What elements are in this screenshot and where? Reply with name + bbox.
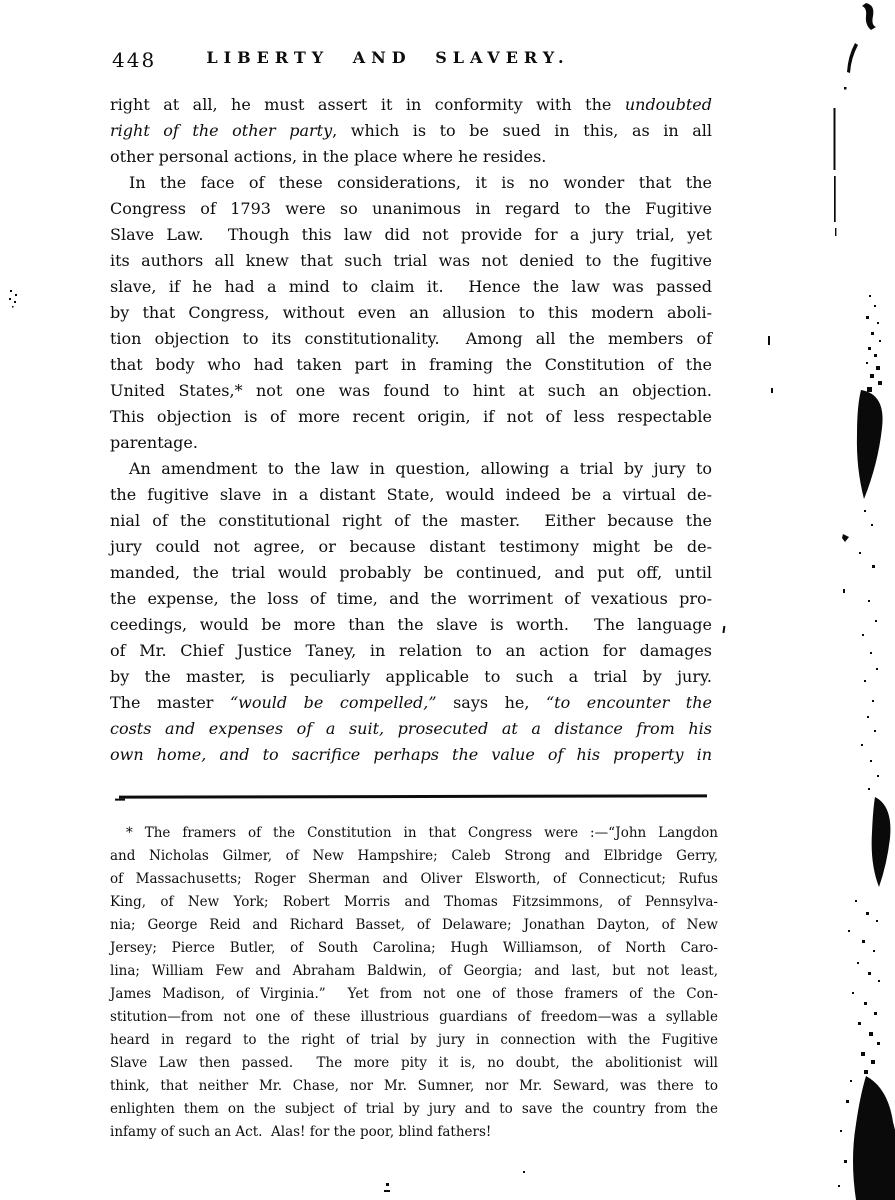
text-line — [110, 914, 718, 937]
text-segment: , which is to be sued in this, as in all — [332, 121, 713, 140]
text-line — [110, 716, 712, 742]
text-line — [110, 1121, 718, 1144]
body-text — [110, 92, 712, 768]
paragraph — [110, 456, 712, 768]
text-line — [110, 822, 718, 845]
text-line — [110, 1075, 718, 1098]
text-segment: Slave Law then passed. The more pity it is, no doubt, the abolitionist will — [110, 1055, 718, 1071]
text-segment: slave, if he had a mind to claim it. Hence the law was passed — [110, 277, 712, 296]
text-segment: jury could not agree, or because distant testimony might be de- — [110, 537, 712, 556]
text-segment: * The framers of the Constitution in that Congress were :—“John Langdon — [126, 825, 718, 841]
text-line — [110, 378, 712, 404]
text-segment: King, of New York; Robert Morris and Thomas Fitzsimmons, of Pennsylva- — [110, 894, 718, 910]
text-line — [110, 118, 712, 144]
text-segment: of Massachusetts; Roger Sherman and Oliver Elsworth, of Connecticut; Rufus — [110, 871, 718, 887]
text-segment: the expense, the loss of time, and the worriment of vexatious pro- — [110, 589, 712, 608]
italic-text: “to encounter the — [545, 693, 712, 712]
text-segment: Jersey; Pierce Butler, of South Carolina; Hugh Williamson, of North Caro- — [110, 940, 718, 956]
text-line — [110, 1006, 718, 1029]
page-number: 448 — [112, 48, 157, 72]
text-line — [110, 274, 712, 300]
text-segment: infamy of such an Act. Alas! for the poor, blind fathers! — [110, 1124, 492, 1140]
italic-text: right of the other party — [110, 121, 333, 140]
paragraph — [110, 170, 712, 456]
text-line — [110, 196, 712, 222]
text-segment: nial of the constitutional right of the master. Either because the — [110, 511, 712, 530]
text-line — [110, 534, 712, 560]
text-line — [110, 456, 712, 482]
text-line — [110, 937, 718, 960]
text-line — [110, 845, 718, 868]
text-line — [110, 1052, 718, 1075]
text-line — [110, 508, 712, 534]
text-segment: by the master, is peculiarly applicable to such a trial by jury. — [110, 667, 712, 686]
text-segment: of Mr. Chief Justice Taney, in relation to an action for damages — [110, 641, 712, 660]
text-segment: Slave Law. Though this law did not provide for a jury trial, yet — [110, 225, 712, 244]
text-segment: The master — [110, 693, 230, 712]
text-segment: nia; George Reid and Richard Basset, of Delaware; Jonathan Dayton, of New — [110, 917, 718, 933]
text-segment: the fugitive slave in a distant State, would indeed be a virtual de- — [110, 485, 712, 504]
text-segment: This objection is of more recent origin, if not of less respectable — [110, 407, 712, 426]
text-line — [110, 1098, 718, 1121]
text-segment: and Nicholas Gilmer, of New Hampshire; Caleb Strong and Elbridge Gerry, — [110, 848, 718, 864]
text-line — [110, 690, 712, 716]
text-segment: parentage. — [110, 433, 198, 452]
text-line — [110, 586, 712, 612]
text-line — [110, 612, 712, 638]
page-header — [110, 46, 712, 76]
text-segment: manded, the trial would probably be continued, and put off, until — [110, 563, 712, 582]
text-segment: other personal actions, in the place where he resides. — [110, 147, 547, 166]
text-segment: Congress of 1793 were so unanimous in regard to the Fugitive — [110, 199, 712, 218]
running-title: LIBERTY AND SLAVERY. — [206, 48, 570, 67]
text-line — [110, 300, 712, 326]
text-line — [110, 144, 712, 170]
italic-text: own home, and to sacrifice perhaps the value of his property in — [110, 745, 712, 764]
text-line — [110, 742, 712, 768]
text-line — [110, 326, 712, 352]
text-segment: says he, — [436, 693, 546, 712]
text-line — [110, 960, 718, 983]
paragraph — [110, 92, 712, 170]
text-segment: think, that neither Mr. Chase, nor Mr. Sumner, nor Mr. Seward, was there to — [110, 1078, 718, 1094]
text-line — [110, 560, 712, 586]
italic-text: “would be compelled,” — [229, 693, 437, 712]
text-line — [110, 222, 712, 248]
text-line — [110, 352, 712, 378]
italic-text: costs and expenses of a suit, prosecuted at a distance from his — [110, 719, 712, 738]
text-segment: heard in regard to the right of trial by jury in connection with the Fugitive — [110, 1032, 718, 1048]
footnote-rule — [119, 794, 707, 798]
text-line — [110, 248, 712, 274]
text-line — [110, 430, 712, 456]
text-segment: United States,* not one was found to hint at such an objection. — [110, 381, 712, 400]
text-line — [110, 638, 712, 664]
text-segment: lina; William Few and Abraham Baldwin, of Georgia; and last, but not least, — [110, 963, 718, 979]
italic-text: undoubted — [624, 95, 712, 114]
text-line — [110, 482, 712, 508]
text-segment: In the face of these considerations, it is no wonder that the — [129, 173, 712, 192]
text-line — [110, 404, 712, 430]
text-segment: right at all, he must assert it in conformity with the — [110, 95, 625, 114]
text-segment: James Madison, of Virginia.” Yet from not one of those framers of the Con- — [110, 986, 718, 1002]
footnote — [110, 822, 718, 1144]
text-line — [110, 983, 718, 1006]
text-line — [110, 664, 712, 690]
text-line — [110, 891, 718, 914]
text-line — [110, 868, 718, 891]
text-segment: stitution—from not one of these illustrious guardians of freedom—was a syllable — [110, 1009, 718, 1025]
text-segment: tion objection to its constitutionality. Among all the members of — [110, 329, 712, 348]
text-segment: that body who had taken part in framing the Constitution of the — [110, 355, 712, 374]
text-segment: its authors all knew that such trial was not denied to the fugitive — [110, 251, 712, 270]
text-segment: An amendment to the law in question, allowing a trial by jury to — [129, 459, 712, 478]
text-segment: ceedings, would be more than the slave is worth. The language — [110, 615, 712, 634]
text-segment: enlighten them on the subject of trial by jury and to save the country from the — [110, 1101, 718, 1117]
text-segment: by that Congress, without even an allusion to this modern aboli- — [110, 303, 712, 322]
text-line — [110, 170, 712, 196]
footnote-paragraph — [110, 822, 718, 1144]
text-line — [110, 1029, 718, 1052]
text-line — [110, 92, 712, 118]
